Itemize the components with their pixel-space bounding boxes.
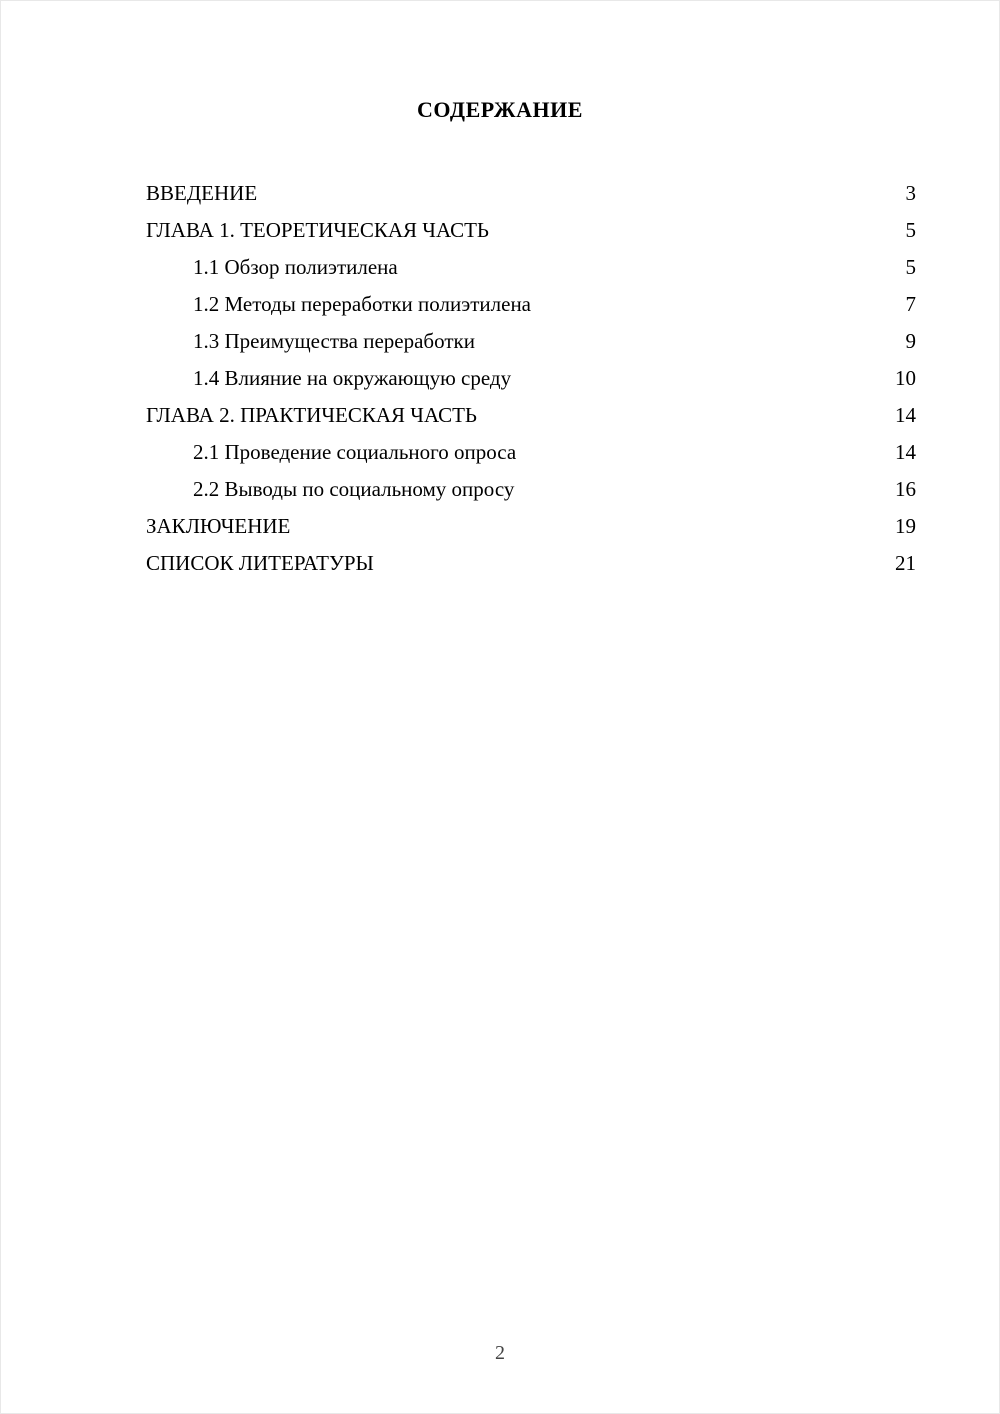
toc-entry-label: ГЛАВА 1. ТЕОРЕТИЧЕСКАЯ ЧАСТЬ bbox=[146, 218, 489, 242]
toc-entry-page-number: 14 bbox=[895, 403, 916, 427]
toc-entry-label: 1.2 Методы переработки полиэтилена bbox=[193, 292, 531, 316]
toc-entry-label: 1.3 Преимущества переработки bbox=[193, 329, 475, 353]
toc-entry-page-number: 5 bbox=[905, 218, 916, 242]
toc-entry bbox=[146, 286, 916, 323]
toc-list bbox=[146, 175, 916, 582]
toc-entry-page-number: 16 bbox=[895, 477, 916, 501]
toc-entry-label: 1.4 Влияние на окружающую среду bbox=[193, 366, 512, 390]
toc-entry bbox=[146, 323, 916, 360]
toc-entry-label: 2.1 Проведение социального опроса bbox=[193, 440, 517, 464]
toc-entry bbox=[146, 508, 916, 545]
toc-entry-label: ВВЕДЕНИЕ bbox=[146, 181, 258, 205]
toc-entry-page-number: 21 bbox=[895, 551, 916, 575]
toc-entry bbox=[146, 397, 916, 434]
toc-entry-label: ЗАКЛЮЧЕНИЕ bbox=[146, 514, 291, 538]
page-title: СОДЕРЖАНИЕ bbox=[417, 97, 583, 122]
toc-entry-label: 1.1 Обзор полиэтилена bbox=[193, 255, 398, 279]
toc-entry bbox=[146, 175, 916, 212]
toc-entry bbox=[146, 545, 916, 582]
toc-entry-page-number: 14 bbox=[895, 440, 916, 464]
toc-entry-label: ГЛАВА 2. ПРАКТИЧЕСКАЯ ЧАСТЬ bbox=[146, 403, 477, 427]
toc-entry bbox=[146, 471, 916, 508]
toc-entry bbox=[146, 434, 916, 471]
footer-page-number: 2 bbox=[495, 1342, 505, 1364]
toc-entry-page-number: 3 bbox=[905, 181, 916, 205]
toc-entry-page-number: 5 bbox=[905, 255, 916, 279]
toc-entry-page-number: 7 bbox=[905, 292, 916, 316]
toc-entry-page-number: 9 bbox=[905, 329, 916, 353]
toc-entry bbox=[146, 249, 916, 286]
toc-entry-page-number: 10 bbox=[895, 366, 916, 390]
toc-entry bbox=[146, 212, 916, 249]
toc-entry-label: 2.2 Выводы по социальному опросу bbox=[193, 477, 515, 501]
toc-entry-page-number: 19 bbox=[895, 514, 916, 538]
toc-entry-label: СПИСОК ЛИТЕРАТУРЫ bbox=[146, 551, 374, 575]
toc-entry bbox=[146, 360, 916, 397]
